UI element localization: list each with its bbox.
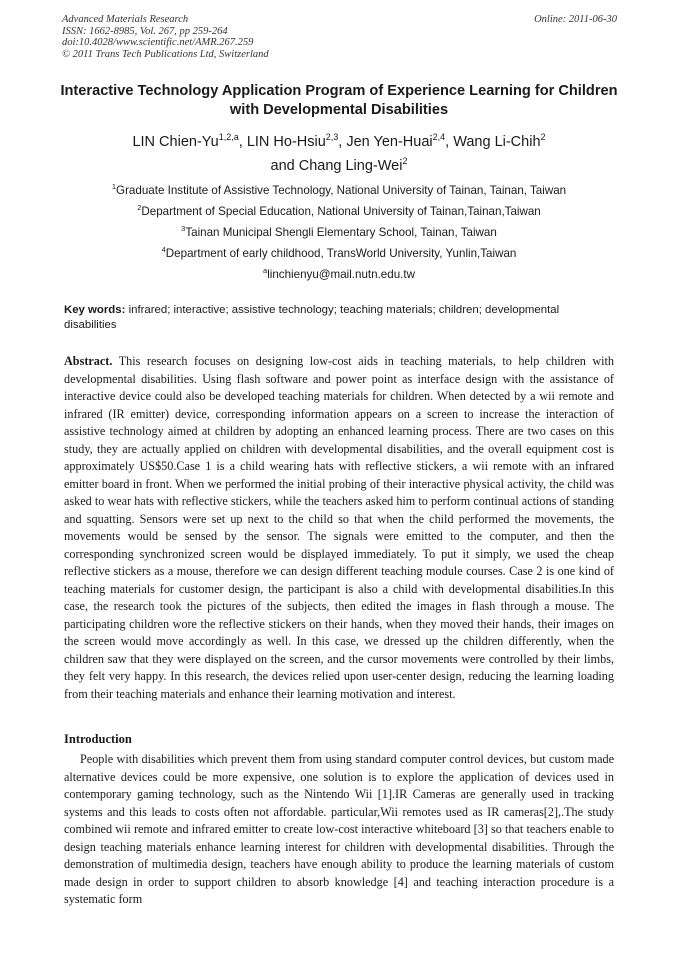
affiliation-text: Graduate Institute of Assistive Technology, National University of Tainan, Tainan, Taiwan xyxy=(116,184,567,197)
author-line-2 xyxy=(50,154,628,178)
author-affil-sup: 2,4 xyxy=(432,132,446,142)
affiliation xyxy=(50,180,628,201)
journal-doi: doi:10.4028/www.scientific.net/AMR.267.259 xyxy=(62,37,254,48)
author-name: and Chang Ling-Wei xyxy=(270,158,403,174)
author-line-1 xyxy=(50,130,628,154)
affiliation-sup: 1 xyxy=(111,182,117,191)
author-separator: , xyxy=(238,134,247,150)
affiliation-list xyxy=(50,180,628,285)
abstract-text: This research focuses on designing low-cost aids in teaching materials, to help children with developmental disabilities. Using flash software and power point as interface design with the assistance of interactive device could also be developed teaching materials for children. When detected by a wii remote and infrared (IR emitter) device, corresponding information appears on a screen to increase the interaction of assistive technology aimed at children by adopting an enhanced learning process. There are two cases on this study, they are actually applied on children with developmental disabilities, and the overall equipment cost is approximately US$50.Case 1 is a child wearing hats with reflective stickers, a wii remote with an infrared emitter board in front. When we performed the initial probing of their interactive physical activity, the child was asked to wear hats with reflective stickers, while the teachers asked him to perform continual actions of standing and squatting. Sensors were set up next to the child so that when the child performed the movements, the movements would be sensed by the sensor. The signals were emitted to the computer, and then the corresponding synchronized screen would be displayed immediately. To put it simply, we used the cheap reflective stickers as a mouse, therefore we can design different teaching module courses. Case 2 is one kind of teaching materials for customer design, the participant is also a child with developmental disabilities.In this case, the research took the pictures of the subjects, then edited the images in flash through a mouse. The participating children wore the reflective stickers on their hands, when they moved their hands, their images on the screen would move accordingly as well. In this case, we dressed up the children differently, when the children saw that they were displayed on the screen, and the cursor movements were controlled by their limbs, they felt very happy. In this research, the devices relied upon user-center design, reducing the learning loading from their teaching materials and enhance their learning motivation and interest. xyxy=(64,354,615,701)
affiliation-sup: 2 xyxy=(137,203,142,212)
keywords xyxy=(64,303,614,333)
author-affil-sup: 1,2,a xyxy=(218,132,239,142)
section-heading-introduction: Introduction xyxy=(64,732,132,746)
journal-header xyxy=(62,14,617,60)
author-list xyxy=(50,130,628,178)
affiliation-sup: 3 xyxy=(181,224,186,233)
affiliation-email xyxy=(50,264,628,285)
keywords-text: infrared; interactive; assistive technology; teaching materials; children; developmental disabilities xyxy=(64,304,560,331)
author-affil-sup: 2 xyxy=(402,156,408,166)
journal-name: Advanced Materials Research xyxy=(62,14,189,25)
affiliation-text: Department of early childhood, TransWorld University, Yunlin,Taiwan xyxy=(165,247,517,260)
affiliation xyxy=(50,243,628,264)
affiliation-text: Department of Special Education, National University of Tainan,Tainan,Taiwan xyxy=(141,205,541,218)
journal-copyright: © 2011 Trans Tech Publications Ltd, Switzerland xyxy=(62,48,269,60)
abstract-label: Abstract. xyxy=(64,354,113,368)
affiliation xyxy=(50,201,628,222)
author-email: linchienyu@mail.nutn.edu.tw xyxy=(267,268,415,281)
author-name: LIN Ho-Hsiu xyxy=(246,134,326,150)
introduction-paragraph: People with disabilities which prevent them from using standard computer control devices, but custom made alternative devices could be more expensive, one solution is to explore the application of devices used in contemporary gaming technology, such as the Nintendo Wii [1].IR Cameras are generally used in tracking systems and this leads to costs often not affordable. particular,Wii remotes used as IR cameras[2],.The study combined wii remote and infrared emitter to create low-cost interactive whiteboard [3] so that teachers enable to design teaching materials enhance learning interest for children with developmental disabilities. Through the demonstration of multimedia design, teachers have enough ability to produce the learning materials of custom made design in order to support children to absorb knowledge [4] and teaching interaction procedure is a systematic form xyxy=(64,752,614,906)
abstract xyxy=(64,353,614,703)
affiliation xyxy=(50,222,628,243)
author-name: LIN Chien-Yu xyxy=(132,134,219,150)
author-affil-sup: 2 xyxy=(540,132,546,142)
keywords-label: Key words: xyxy=(64,304,126,316)
author-affil-sup: 2,3 xyxy=(325,132,339,142)
journal-issn: ISSN: 1662-8985, Vol. 267, pp 259-264 xyxy=(62,25,228,37)
affiliation-sup: 4 xyxy=(161,245,166,254)
affiliation-text: Tainan Municipal Shengli Elementary School, Tainan, Taiwan xyxy=(185,226,497,239)
online-date: Online: 2011-06-30 xyxy=(534,14,617,25)
author-separator: , xyxy=(338,134,347,150)
affiliation-sup: a xyxy=(263,266,268,275)
paper-title: Interactive Technology Application Program of Experience Learning for Children with Developmental Disabilities xyxy=(60,83,618,118)
author-name: Wang Li-Chih xyxy=(453,134,541,150)
author-name: Jen Yen-Huai xyxy=(346,134,433,150)
author-separator: , xyxy=(445,134,454,150)
